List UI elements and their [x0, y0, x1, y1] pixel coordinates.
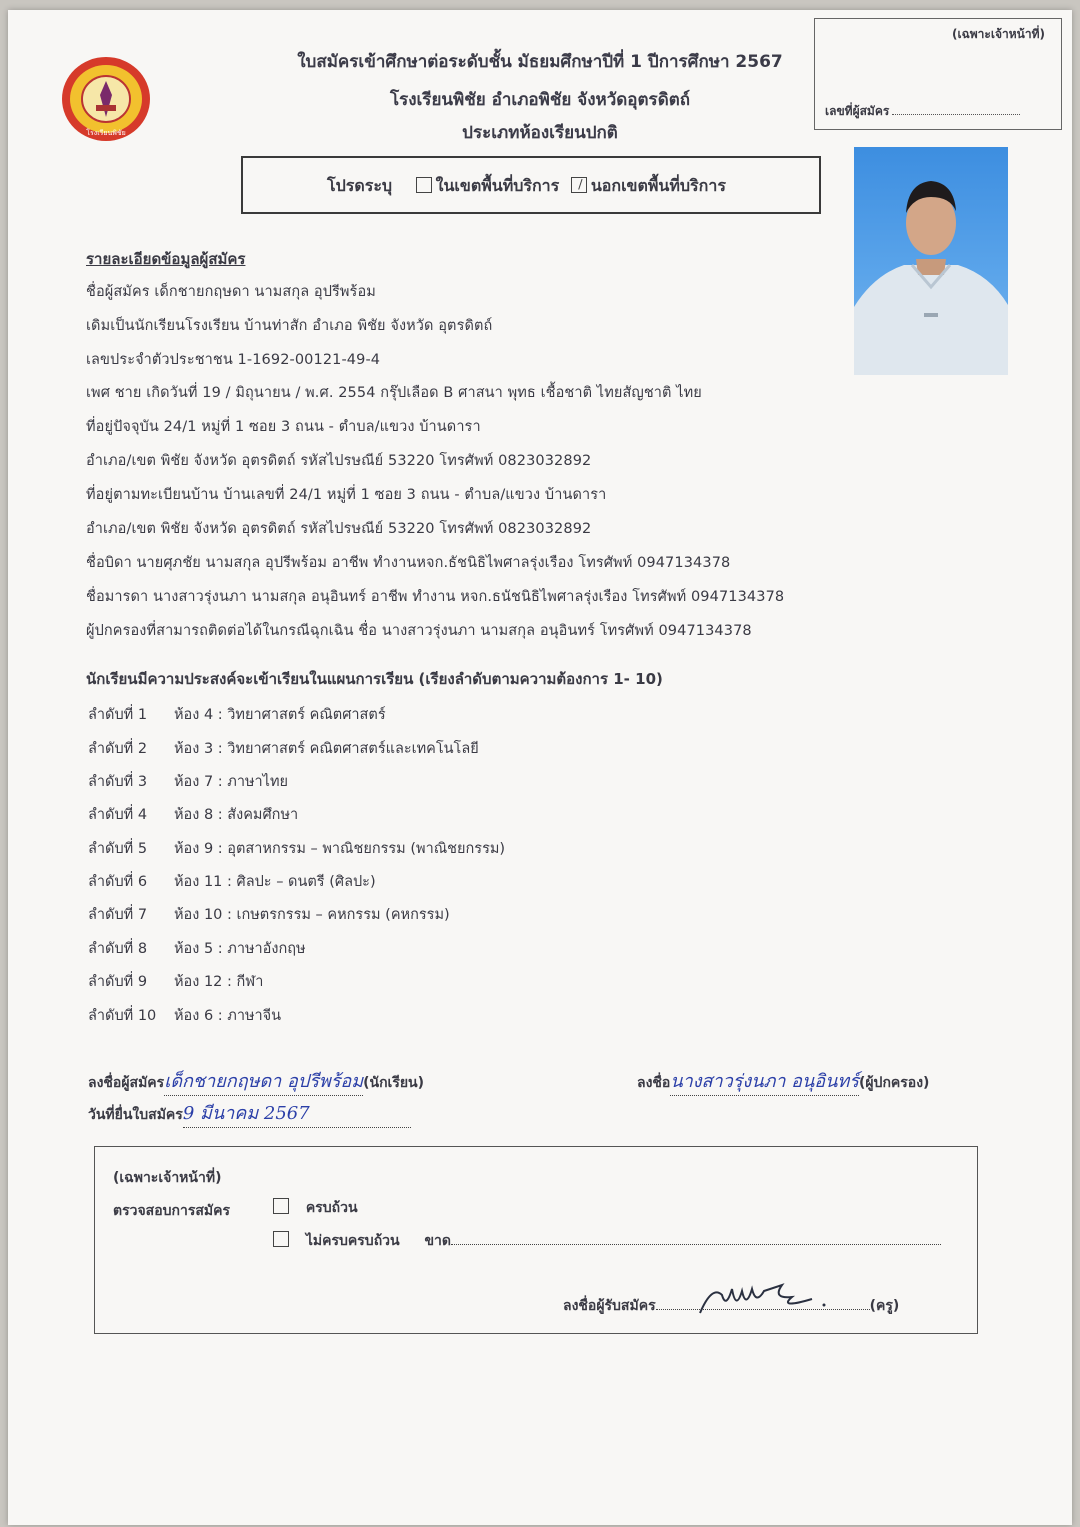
- incomplete-checkbox[interactable]: [273, 1231, 289, 1247]
- applicant-photo: [854, 147, 1008, 375]
- service-area-box: [241, 156, 821, 214]
- list-item: ลำดับที่ 4 ห้อง 8 : สังคมศึกษา: [88, 807, 299, 823]
- list-item: ลำดับที่ 8 ห้อง 5 : ภาษาอังกฤษ: [88, 941, 306, 957]
- list-item: ลำดับที่ 2 ห้อง 3 : วิทยาศาสตร์ คณิตศาสตร์และเทคโนโลยี: [88, 741, 479, 757]
- staff-only-label: (เฉพาะเจ้าหน้าที่): [952, 27, 1045, 41]
- list-item: ลำดับที่ 1 ห้อง 4 : วิทยาศาสตร์ คณิตศาสตร์: [88, 707, 386, 723]
- detail-mother: ชื่อมารดา นางสาวรุ่งนภา นามสกุล อนุอินทร์ อาชีพ ทำงาน หจก.ธนัชนิธิไพศาลรุ่งเรือง โทรศัพท์ 0947134378: [86, 589, 785, 605]
- applicant-signature-row: ลงชื่อผู้สมัครเด็กชายกฤษดา อุปรีพร้อม(นักเรียน): [88, 1066, 424, 1096]
- office-use-label: (เฉพาะเจ้าหน้าที่): [113, 1170, 222, 1186]
- service-area-prompt: โปรดระบุ: [327, 176, 393, 195]
- form-title: ใบสมัครเข้าศึกษาต่อระดับชั้น มัธยมศึกษาปีที่ 1 ปีการศึกษา 2567: [297, 52, 783, 72]
- detail-personal: เพศ ชาย เกิดวันที่ 19 / มิถุนายน / พ.ศ. 2554 กรุ๊ปเลือด B ศาสนา พุทธ เชื้อชาติ ไทยสัญชาติ ไทย: [86, 385, 702, 401]
- missing-items-field[interactable]: [451, 1244, 941, 1245]
- submission-date-row: วันที่ยื่นใบสมัคร9 มีนาคม 2567: [88, 1098, 411, 1128]
- list-item: ลำดับที่ 6 ห้อง 11 : ศิลปะ – ดนตรี (ศิลปะ): [88, 874, 376, 890]
- out-area-checkbox[interactable]: [571, 177, 587, 193]
- submission-date-field[interactable]: 9 มีนาคม 2567: [183, 1098, 411, 1128]
- guardian-signature-row: ลงชื่อนางสาวรุ่งนภา อนุอินทร์(ผู้ปกครอง): [637, 1066, 929, 1096]
- in-area-label: ในเขตพื้นที่บริการ: [435, 176, 560, 195]
- receiver-signature-field[interactable]: [656, 1309, 870, 1310]
- out-area-label: นอกเขตพื้นที่บริการ: [590, 176, 726, 195]
- list-item: ลำดับที่ 7 ห้อง 10 : เกษตรกรรม – คหกรรม (คหกรรม): [88, 907, 450, 923]
- list-item: ลำดับที่ 9 ห้อง 12 : กีฬา: [88, 974, 264, 990]
- detail-emergency-contact: ผู้ปกครองที่สามารถติดต่อได้ในกรณีฉุกเฉิน ชื่อ นางสาวรุ่งนภา นามสกุล อนุอินทร์ โทรศัพท์ 0947134378: [86, 623, 752, 639]
- incomplete-option: ไม่ครบครบถ้วน ขาด: [273, 1230, 941, 1252]
- school-name: โรงเรียนพิชัย อำเภอพิชัย จังหวัดอุตรดิตถ์: [389, 90, 691, 110]
- logo-text: โรงเรียนพิชัย: [86, 129, 126, 137]
- detail-previous-school: เดิมเป็นนักเรียนโรงเรียน บ้านท่าสัก อำเภอ พิชัย จังหวัด อุตรดิตถ์: [86, 318, 493, 334]
- detail-registered-address: ที่อยู่ตามทะเบียนบ้าน บ้านเลขที่ 24/1 หมู่ที่ 1 ซอย 3 ถนน - ตำบล/แขวง บ้านดารา: [86, 487, 607, 503]
- detail-id-number: เลขประจำตัวประชาชน 1-1692-00121-49-4: [86, 352, 381, 368]
- in-area-checkbox[interactable]: [416, 177, 432, 193]
- detail-current-district: อำเภอ/เขต พิชัย จังหวัด อุตรดิตถ์ รหัสไปรษณีย์ 53220 โทรศัพท์ 0823032892: [86, 453, 592, 469]
- detail-registered-district: อำเภอ/เขต พิชัย จังหวัด อุตรดิตถ์ รหัสไปรษณีย์ 53220 โทรศัพท์ 0823032892: [86, 521, 592, 537]
- check-application-label: ตรวจสอบการสมัคร: [113, 1203, 231, 1219]
- staff-only-box: [814, 18, 1062, 130]
- section-heading: รายละเอียดข้อมูลผู้สมัคร: [86, 250, 246, 268]
- detail-current-address: ที่อยู่ปัจจุบัน 24/1 หมู่ที่ 1 ซอย 3 ถนน - ตำบล/แขวง บ้านดารา: [86, 419, 481, 435]
- complete-option: ครบถ้วน: [273, 1197, 358, 1219]
- guardian-signature-field[interactable]: นางสาวรุ่งนภา อนุอินทร์: [670, 1066, 859, 1096]
- receiver-signature-icon: [692, 1275, 842, 1321]
- complete-checkbox[interactable]: [273, 1198, 289, 1214]
- list-item: ลำดับที่ 10 ห้อง 6 : ภาษาจีน: [88, 1008, 282, 1024]
- list-item: ลำดับที่ 5 ห้อง 9 : อุตสาหกรรม – พาณิชยกรรม (พาณิชยกรรม): [88, 841, 506, 857]
- preferences-heading: นักเรียนมีความประสงค์จะเข้าเรียนในแผนการเรียน (เรียงลำดับตามความต้องการ 1- 10): [86, 670, 663, 688]
- detail-name: ชื่อผู้สมัคร เด็กชายกฤษดา นามสกุล อุปรีพร้อม: [86, 284, 376, 300]
- list-item: ลำดับที่ 3 ห้อง 7 : ภาษาไทย: [88, 774, 289, 790]
- applicant-number-field[interactable]: เลขที่ผู้สมัคร: [825, 102, 1020, 121]
- detail-father: ชื่อบิดา นายศุภชัย นามสกุล อุปรีพร้อม อาชีพ ทำงานหจก.ธัชนิธิไพศาลรุ่งเรือง โทรศัพท์ 0947134378: [86, 555, 731, 571]
- office-use-box: [94, 1146, 978, 1334]
- receiver-signature-row: ลงชื่อผู้รับสมัคร (ครู): [563, 1295, 899, 1317]
- class-type: ประเภทห้องเรียนปกติ: [462, 123, 618, 143]
- applicant-signature-field[interactable]: เด็กชายกฤษดา อุปรีพร้อม: [164, 1066, 363, 1096]
